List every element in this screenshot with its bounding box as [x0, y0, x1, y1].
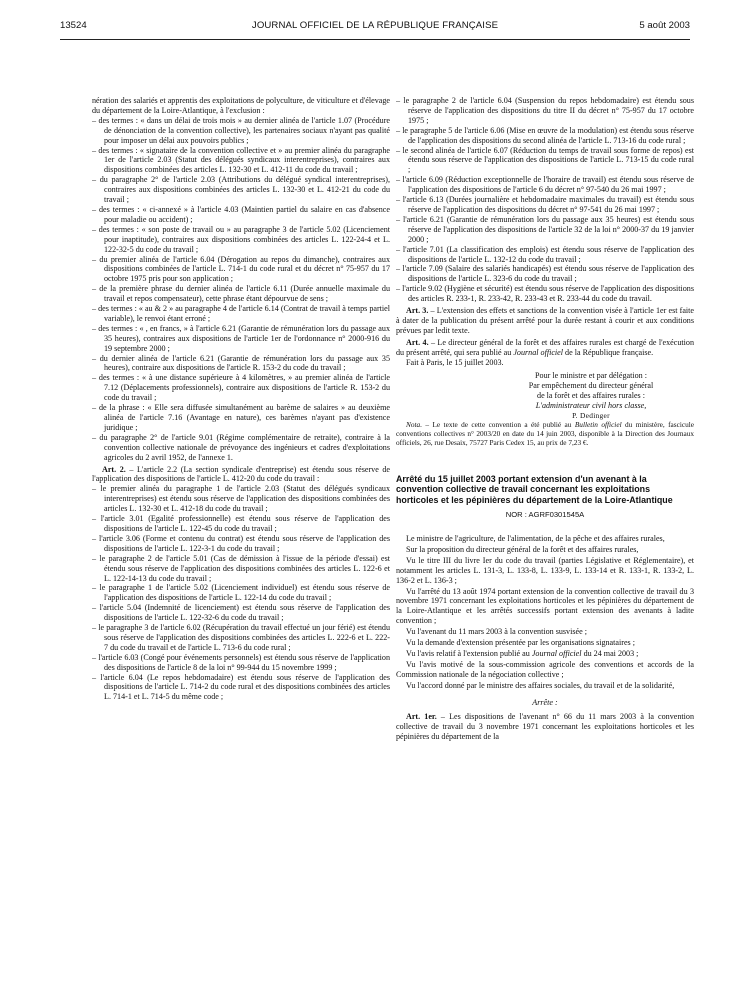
- exclusion-item: – de la première phrase du dernier alinéa de l'article 6.11 (Durée annuelle maximale du travail et repos compensateur), cette phrase étant dépourvue de sens ;: [92, 284, 390, 304]
- reservation-item: – le paragraphe 3 de l'article 6.02 (Récupération du travail effectué un jour férié) est étendu sous réserve de l'application des dispositions combinées des articles L. 222-6 et L. 222-7 du code du travail et de l'article L. 713-6 du code rural ;: [92, 623, 390, 653]
- reservation-item: – l'article 3.01 (Egalité professionnelle) est étendu sous réserve de l'application des dispositions de l'article L. 122-45 du code du travail ;: [92, 514, 390, 534]
- signature-name: P. Dedinger: [572, 411, 610, 421]
- avis-text-a: Vu l'avis relatif à l'extension publié au: [406, 648, 530, 658]
- article-4-journal: Journal officiel: [513, 347, 564, 357]
- signature-line-2: Par empêchement du directeur général: [528, 381, 654, 391]
- preamble-paragraph: Vu l'arrêté du 13 août 1974 portant extension de la convention collective de travail du 3 novembre 1971 concernant les exploitations horticoles et les pépinières du département de la Loire-Atlantique et les arrêtés successifs portant extension des avenants à ladite convention ;: [396, 586, 694, 626]
- reservation-item: – l'article 6.09 (Réduction exceptionnelle de l'horaire de travail) est étendu sous réserve de l'application des dispositions de l'article 6 du décret n° 97-540 du 26 mai 1997 ;: [396, 175, 694, 195]
- preamble-paragraph: Vu la demande d'extension présentée par les organisations signataires ;: [406, 638, 635, 648]
- reservation-item: – l'article 7.09 (Salaire des salariés handicapés) est étendu sous réserve de l'application des dispositions de l'article L. 323-6 du code du travail ;: [396, 264, 694, 284]
- preamble-paragraphs-2: [396, 660, 694, 691]
- nota-note: [396, 421, 694, 447]
- preamble-avis: [396, 649, 694, 659]
- reservation-item: – le paragraphe 2 de l'article 6.04 (Suspension du repos hebdomadaire) est étendu sous réserve de l'application des dispositions du titre II du décret n° 75-957 du 17 octobre 1975 ;: [396, 96, 694, 126]
- preamble-paragraph: Vu le titre III du livre Ier du code du travail (parties Législative et Réglementaire), et notamment les articles L. 131-3, L. 133-8, L. 133-9, L. 133-14 et R. 133-1, R. 133-2, L. 136-2 et L. 136-3 ;: [396, 555, 694, 585]
- exclusion-item: – des termes : « au & 2 » au paragraphe 4 de l'article 6.14 (Contrat de travail à temps partiel variable), le renvoi étant erroné ;: [92, 304, 390, 324]
- reservation-item: – l'article 6.03 (Congé pour événements personnels) est étendu sous réserve de l'application des dispositions de l'article 8 de la loi n° 99-944 du 15 novembre 1999 ;: [92, 653, 390, 673]
- signature-block: [488, 371, 694, 421]
- article-3-text: – L'extension des effets et sanctions de la convention visée à l'article 1er est faite à dater de la publication du présent arrêté pour la durée restant à courir et aux conditions prévues par ledit texte.: [396, 306, 694, 335]
- exclusion-item: – du paragraphe 2° de l'article 2.03 (Attributions du délégué syndical interentreprises), contraires aux dispositions combinées des articles L. 132-30 et L. 412-21 du code du travail ;: [92, 175, 390, 205]
- preamble-paragraph: Sur la proposition du directeur général de la forêt et des affaires rurales,: [406, 544, 639, 554]
- signing-place-date: Fait à Paris, le 15 juillet 2003.: [406, 357, 504, 367]
- exclusions-list: [92, 116, 390, 463]
- article-4-text-a: – Le directeur général de la forêt et des affaires rurales est chargé de l'exécution du présent arrêté, qui sera publié au: [396, 337, 694, 357]
- reservations-list: [92, 484, 390, 702]
- avis-journal: Journal officiel: [531, 648, 582, 658]
- reservation-item: – le paragraphe 1 de l'article 5.02 (Licenciement individuel) est étendu sous réserve de l'application des dispositions de l'article L. 122-14 du code du travail ;: [92, 583, 390, 603]
- right-column: [396, 96, 694, 980]
- preamble-paragraph: Vu l'accord donné par le ministre des affaires sociales, du travail et de la solidarité,: [406, 680, 675, 690]
- header-rule: [60, 39, 690, 40]
- signature-line-3: de la forêt et des affaires rurales :: [537, 391, 645, 401]
- reservations-list-continued: [396, 96, 694, 304]
- article-2-label: Art. 2.: [102, 464, 126, 474]
- nor-reference: NOR : AGRF0301545A: [505, 510, 585, 520]
- page-header: [60, 20, 690, 36]
- intro-text: nération des salariés et apprentis des exploitations de polyculture, de viticulture et d'élevage du département de la Loire-Atlantique, à l'exclusion :: [92, 96, 390, 115]
- exclusion-item: – de la phrase : « Elle sera diffusée simultanément au barème de salaires » au deuxième alinéa de l'article 7.16 (Avantage en nature), ces barèmes n'ayant pas d'existence juridique ;: [92, 403, 390, 433]
- reservation-item: – l'article 9.02 (Hygiène et sécurité) est étendu sous réserve de l'application des dispositions des articles R. 233-1, R. 233-42, R. 233-43 et R. 233-44 du code du travail.: [396, 284, 694, 304]
- exclusion-item: – des termes : « signataire de la convention collective et » au premier alinéa du paragraphe 1er de l'article 2.03 (Statut des délégués syndicaux interentreprises), contraires aux dispositions combinées des articles L. 132-30 et L. 412-11 du code du travail ;: [92, 146, 390, 176]
- reservation-item: – l'article 5.04 (Indemnité de licenciement) est étendu sous réserve de l'application des dispositions de l'article L. 122-32-6 du code du travail ;: [92, 603, 390, 623]
- nota-label: Nota.: [406, 420, 423, 430]
- article-3: [396, 306, 694, 336]
- reservation-item: – le second alinéa de l'article 6.07 (Réduction du temps de travail sous forme de repos) est étendu sous réserve de l'application des dispositions de l'article L. 713-15 du code rural ;: [396, 146, 694, 176]
- preamble-paragraphs: [396, 534, 694, 648]
- arrete-heading: Arrête :: [532, 697, 558, 707]
- decree-title: Arrêté du 15 juillet 2003 portant extension d'un avenant à la convention collective de travail concernant les exploitations horticoles et les pépinières du département de la Loire-Atlantique: [396, 473, 673, 505]
- article-3-label: Art. 3.: [406, 306, 429, 316]
- exclusion-item: – des termes : « ci-annexé » à l'article 4.03 (Maintien partiel du salaire en cas d'absence pour maladie ou accident) ;: [92, 205, 390, 225]
- exclusion-item: – du premier alinéa de l'article 6.04 (Dérogation au repos du dimanche), contraires aux dispositions combinées de l'article L. 714-1 du code rural et du décret n° 75-957 du 17 octobre 1975 pris pour son application ;: [92, 255, 390, 285]
- nota-text-b: du ministère, fascicule conventions collectives n° 2003/20 en date du 14 juin 2003, disponible à la Direction des Journaux officiels, 26, rue Desaix, 75727 Paris Cedex 15, au prix de 7,23 €.: [396, 420, 694, 448]
- article-4: [396, 338, 694, 358]
- exclusion-item: – du paragraphe 2° de l'article 9.01 (Régime complémentaire de retraite), contraire à la convention collective nationale de prévoyance des ingénieurs et cadres d'exploitations agricoles du 2 avril 1952, de l'annexe 1.: [92, 433, 390, 463]
- exclusion-item: – des termes : « , en francs, » à l'article 6.21 (Garantie de rémunération lors du passage aux 35 heures), contraires aux dispositions de l'article 1er de l'ordonnance n° 2000-916 du 19 septembre 2000 ;: [92, 324, 390, 354]
- exclusion-item: – des termes : « dans un délai de trois mois » au dernier alinéa de l'article 1.07 (Procédure de dénonciation de la convention collective), les partenaires sociaux n'ayant pas qualité pour imposer un délai aux pouvoirs publics ;: [92, 116, 390, 146]
- reservation-item: – l'article 6.13 (Durées journalière et hebdomadaire maximales du travail) est étendu sous réserve de l'application des dispositions du décret n° 97-541 du 26 mai 1997 ;: [396, 195, 694, 215]
- reservation-item: – le paragraphe 5 de l'article 6.06 (Mise en œuvre de la modulation) est étendu sous réserve de l'application des dispositions du second alinéa de l'article L. 713-16 du code rural ;: [396, 126, 694, 146]
- article-1-text: – Les dispositions de l'avenant n° 66 du 11 mars 2003 à la convention collective de travail du 3 novembre 1971 concernant les exploitations horticoles et les pépinières du département de la: [396, 712, 694, 742]
- exclusion-item: – des termes : « à une distance supérieure à 4 kilomètres, » au premier alinéa de l'article 7.12 (Déplacements professionnels), contraire aux dispositions de l'article R. 153-2 du code du travail ;: [92, 373, 390, 403]
- reservation-item: – l'article 6.21 (Garantie de rémunération lors du passage aux 35 heures) est étendu sous réserve de l'application des dispositions de l'article 32 de la loi n° 2000-37 du 19 janvier 2000 ;: [396, 215, 694, 245]
- signature-role: L'administrateur civil hors classe,: [535, 401, 647, 411]
- preamble-paragraph: Vu l'avenant du 11 mars 2003 à la convention susvisée ;: [406, 627, 587, 637]
- reservation-item: – l'article 3.06 (Forme et contenu du contrat) est étendu sous réserve de l'application des dispositions de l'article L. 122-3-1 du code du travail ;: [92, 534, 390, 554]
- exclusion-item: – des termes : « son poste de travail ou » au paragraphe 3 de l'article 5.02 (Licenciement pour inaptitude), contraires aux dispositions combinées des articles L. 122-24-4 et L. 122-32-5 du code du travail ;: [92, 225, 390, 255]
- nota-bulletin: Bulletin officiel: [574, 420, 622, 430]
- reservation-item: – le premier alinéa du paragraphe 1 de l'article 2.03 (Statut des délégués syndicaux interentreprises) est étendu sous réserve de l'application des dispositions combinées des articles L. 132-30 et L. 412-18 du code du travail ;: [92, 484, 390, 514]
- reservation-item: – le paragraphe 2 de l'article 5.01 (Cas de démission à l'issue de la période d'essai) est étendu sous réserve de l'application des dispositions combinées des articles L. 122-6 et L. 122-14-13 du code du travail ;: [92, 554, 390, 584]
- page-number: 13524: [60, 20, 87, 31]
- left-column: [92, 96, 390, 980]
- article-1-label: Art. 1er.: [406, 712, 437, 722]
- article-4-text-b: de la République française.: [565, 347, 654, 357]
- reservation-item: – l'article 6.04 (Le repos hebdomadaire) est étendu sous réserve de l'application des dispositions de l'article L. 714-2 du code rural et des dispositions combinées des articles L. 714-1 et L. 714-5 du même code ;: [92, 673, 390, 703]
- exclusion-item: – du dernier alinéa de l'article 6.21 (Garantie de rémunération lors du passage aux 35 heures), contraire aux dispositions de l'article R. 153-2 du code du travail ;: [92, 354, 390, 374]
- issue-date: 5 août 2003: [639, 20, 690, 31]
- article-2: [92, 465, 390, 485]
- nota-text-a: – Le texte de cette convention a été publié au: [425, 420, 572, 430]
- signature-line-1: Pour le ministre et par délégation :: [535, 371, 647, 381]
- reservation-item: – l'article 7.01 (La classification des emplois) est étendu sous réserve de l'application des dispositions de l'article L. 132-12 du code du travail ;: [396, 245, 694, 265]
- article-4-label: Art. 4.: [406, 337, 429, 347]
- avis-text-b: du 24 mai 2003 ;: [583, 648, 639, 658]
- journal-title: JOURNAL OFFICIEL DE LA RÉPUBLIQUE FRANÇAISE: [251, 20, 499, 31]
- preamble-paragraph: Le ministre de l'agriculture, de l'alimentation, de la pêche et des affaires rurales,: [406, 533, 665, 543]
- preamble-paragraph: Vu l'avis motivé de la sous-commission agricole des conventions et accords de la Commission nationale de la négociation collective ;: [396, 659, 694, 679]
- article-2-text: – L'article 2.2 (La section syndicale d'entreprise) est étendu sous réserve de l'application des dispositions de l'article L. 412-20 du code du travail :: [92, 464, 390, 484]
- article-1: [396, 712, 694, 742]
